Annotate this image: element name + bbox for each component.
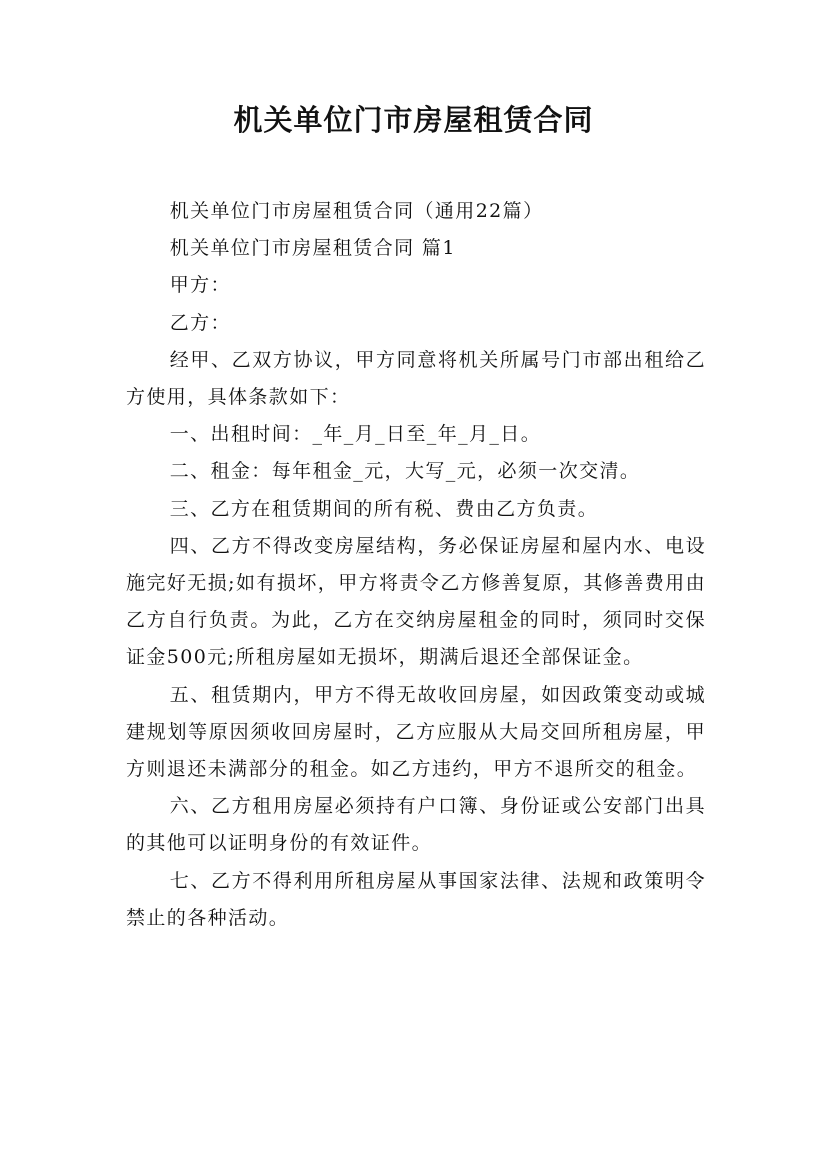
- paragraph-section-heading: 机关单位门市房屋租赁合同 篇1: [169, 237, 456, 260]
- paragraph-clause-6: 六、乙方租用房屋必须持有户口簿、身份证或公安部门出具的其他可以证明身份的有效证件。: [126, 795, 706, 855]
- paragraph-clause-2: 二、租金：每年租金_元，大写_元，必须一次交清。: [169, 460, 641, 483]
- paragraph-clause-5: 五、租赁期内，甲方不得无故收回房屋，如因政策变动或城建规划等原因须收回房屋时，乙方应服从大局交回所租房屋，甲方则退还未满部分的租金。如乙方违约，甲方不退所交的租金。: [126, 683, 706, 781]
- paragraph-party-b: 乙方：: [169, 311, 231, 334]
- paragraph-clause-4: 四、乙方不得改变房屋结构，务必保证房屋和屋内水、电设施完好无损;如有损坏，甲方将责令乙方修善复原，其修善费用由乙方自行负责。为此，乙方在交纳房屋租金的同时，须同时交保证金500元;所租房屋如无损坏，期满后退还全部保证金。: [126, 534, 706, 669]
- document-body: [126, 193, 706, 937]
- paragraph-intro: 经甲、乙双方协议，甲方同意将机关所属号门市部出租给乙方使用，具体条款如下：: [126, 348, 706, 409]
- paragraph-clause-7: 七、乙方不得利用所租房屋从事国家法律、法规和政策明令禁止的各种活动。: [126, 869, 706, 929]
- paragraph-clause-3: 三、乙方在租赁期间的所有税、费由乙方负责。: [169, 497, 599, 520]
- paragraph-party-a: 甲方：: [169, 274, 231, 297]
- paragraph-subtitle: 机关单位门市房屋租赁合同（通用22篇）: [169, 200, 544, 222]
- document-title: 机关单位门市房屋租赁合同: [233, 103, 594, 137]
- paragraph-clause-1: 一、出租时间：_年_月_日至_年_月_日。: [169, 423, 542, 446]
